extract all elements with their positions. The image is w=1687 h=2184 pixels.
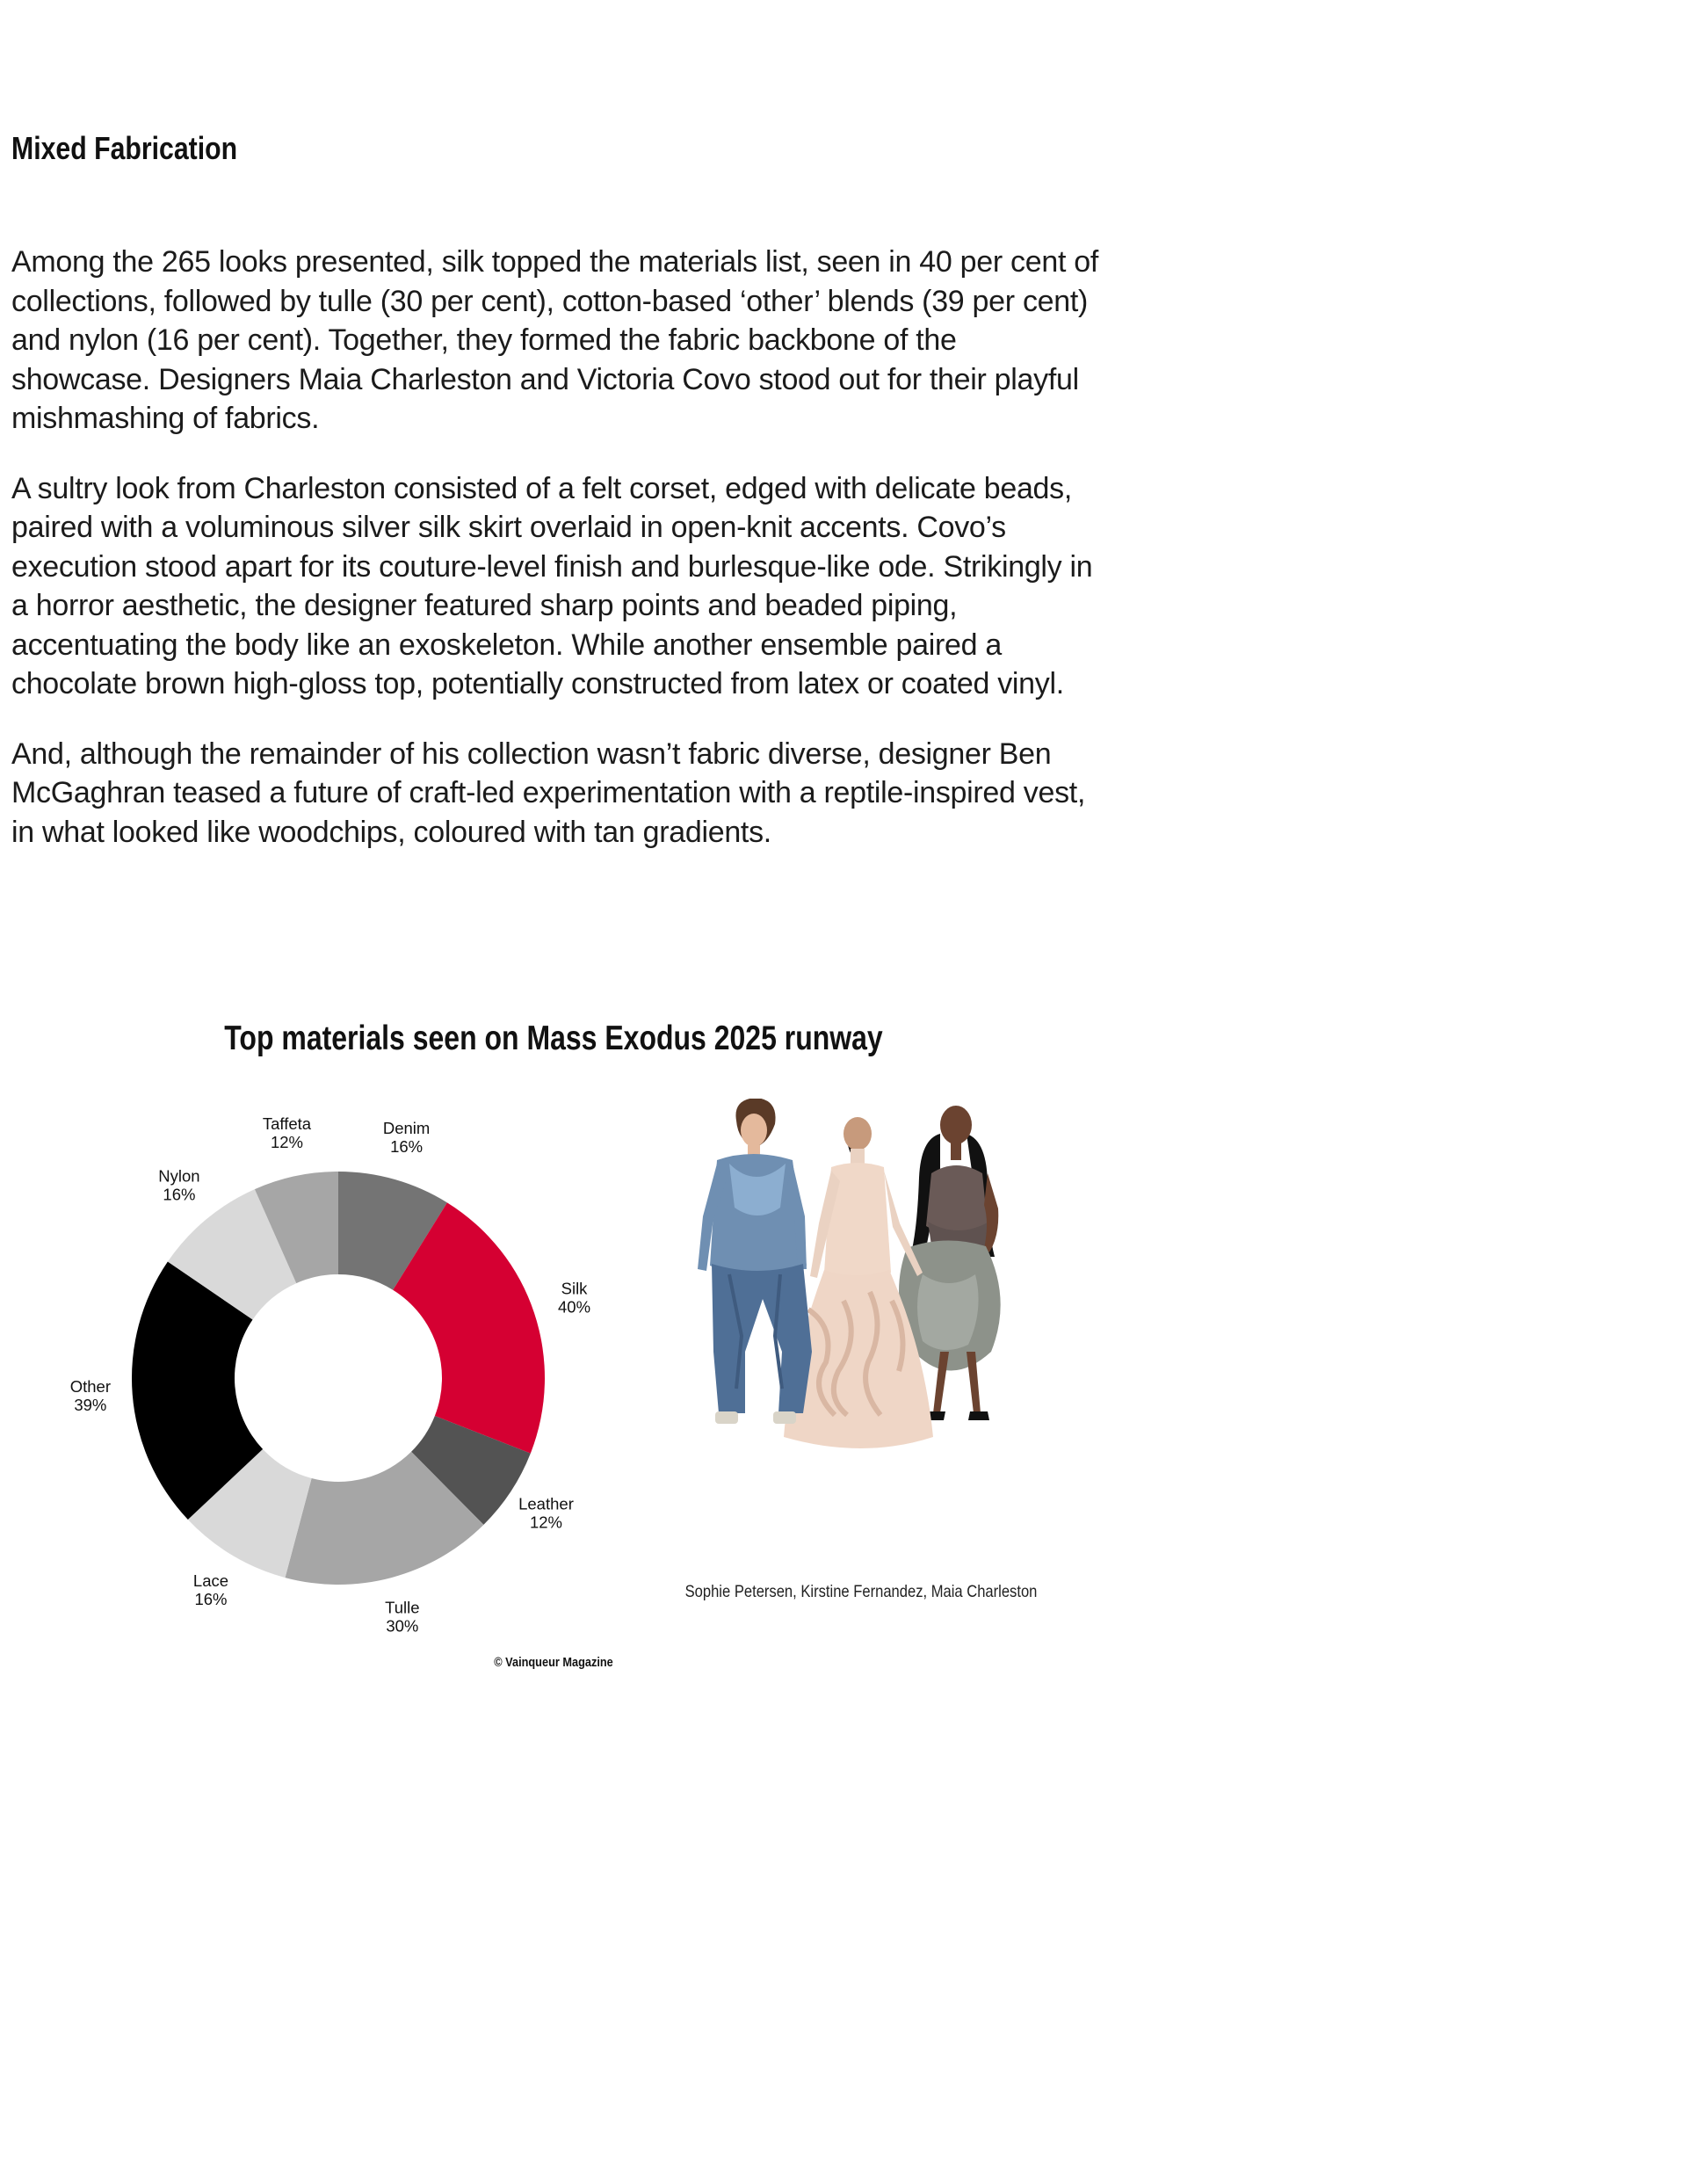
chart-title: Top materials seen on Mass Exodus 2025 runway	[224, 1019, 883, 1057]
donut-chart	[70, 1099, 633, 1661]
paragraph: Among the 265 looks presented, silk topped the materials list, seen in 40 per cent of collections, followed by tulle (30 per cent), cotton-based ‘other’ blends (39 per cent) and nylon (16 per cent). Together, they formed the fabric backbone of the showcase. Designers Maia Charleston and Victoria Covo stood out for their playful mishmashing of fabrics.	[11, 245, 1099, 435]
infographic	[70, 1011, 1072, 1696]
slice-label-leather: Leather 12%	[518, 1494, 574, 1532]
photo-caption: Sophie Petersen, Kirstine Fernandez, Maia Charleston	[684, 1582, 1038, 1601]
article-body	[11, 243, 1101, 882]
paragraph: And, although the remainder of his collection wasn’t fabric diverse, designer Ben McGaghran teased a future of craft-led experimentation with a reptile-inspired vest, in what looked like woodchips, coloured with tan gradients.	[11, 736, 1086, 849]
slice-label-nylon: Nylon 16%	[158, 1166, 200, 1204]
chart-credit: © Vainqueur Magazine	[494, 1655, 613, 1670]
section-heading: Mixed Fabrication	[11, 130, 238, 166]
slice-label-denim: Denim 16%	[382, 1118, 431, 1156]
slice-label-taffeta: Taffeta 12%	[262, 1114, 312, 1152]
runway-models-photo	[677, 1099, 1046, 1657]
slice-label-lace: Lace 16%	[192, 1571, 229, 1609]
model-left-figure	[698, 1099, 812, 1424]
slice-label-tulle: Tulle 30%	[385, 1598, 420, 1636]
slice-label-silk: Silk 40%	[558, 1279, 591, 1317]
paragraph: A sultry look from Charleston consisted of a felt corset, edged with delicate beads, paired with a voluminous silver silk skirt overlaid in open-knit accents. Covo’s execution stood apart for its couture-level finish and burlesque-like ode. Strikingly in a horror aesthetic, the designer featured sharp points and beaded piping, accentuating the body like an exoskeleton. While another ensemble paired a chocolate brown high-gloss top, potentially constructed from latex or coated vinyl.	[11, 471, 1093, 700]
slice-label-other: Other 39%	[70, 1377, 112, 1415]
